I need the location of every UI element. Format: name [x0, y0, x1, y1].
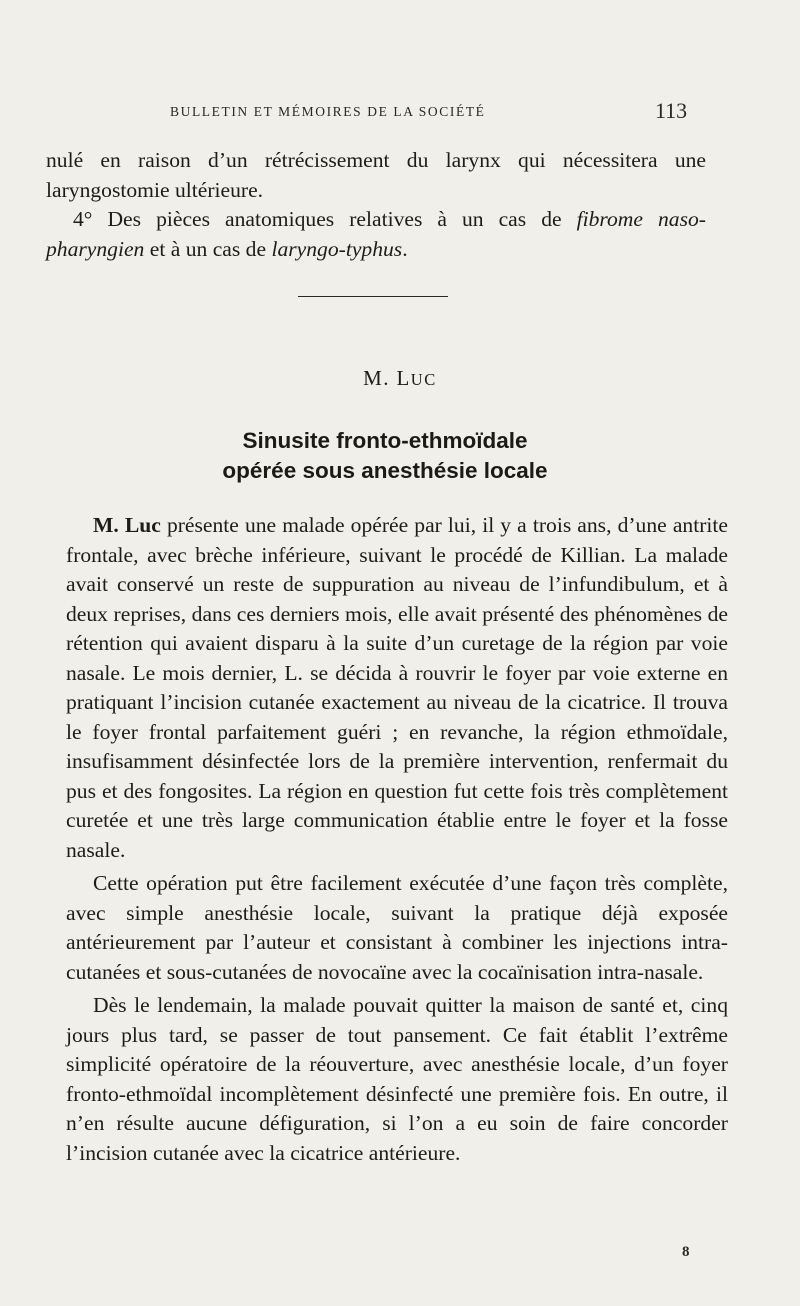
page-number: 113	[655, 98, 688, 123]
author-prefix: M. L	[363, 366, 411, 390]
item-4-middle: et à un cas de	[144, 236, 272, 261]
running-header: BULLETIN ET MÉMOIRES DE LA SOCIÉTÉ	[170, 104, 486, 119]
author-smallcaps: UC	[410, 370, 437, 389]
title-line-2: opérée sous anesthésie locale	[222, 458, 548, 483]
continuation-text	[46, 146, 706, 264]
item-4-italic-laryngo: laryngo-typhus	[271, 236, 403, 261]
item-4-italic-fibrome: fibrome naso-pharyngien	[46, 207, 706, 261]
paragraph-2: Cette opération put être facilement exécutée d’une façon très complète, avec simple anesthésie locale, suivant la pratique déjà exposée antérieurement par l’auteur et consistant à combiner les injections intra-cutanées et sous-cutanées de novocaïne avec la cocaïnisation intra-nasale.	[66, 871, 728, 984]
item-4-end: .	[402, 236, 408, 261]
item-4-prefix: 4° Des pièces anatomiques relatives à un cas de	[73, 207, 577, 231]
paragraph-1-text: présente une malade opérée par lui, il y a trois ans, d’une antrite frontale, avec brèche inférieure, suivant le procédé de Killian. La malade avait conservé un reste de suppuration au niveau de l’infundibulum, et à deux reprises, dans ces derniers mois, elle avait présenté des phénomènes de rétention qui avaient disparu à la suite d’un curetage de la région par voie nasale. Le mois dernier, L. se décida à rouvrir le foyer par voie externe en pratiquant l’incision cutanée exactement au niveau de la cicatrice. Il trouva le foyer frontal parfaitement guéri ; en revanche, la région ethmoïdale, insufisamment désinfectée lors de la première intervention, renfermait du pus et des fongosites. La région en question fut cette fois très complètement curetée et une très large communication établie entre le foyer et la fosse nasale.	[66, 513, 728, 862]
item-4-paragraph	[46, 205, 706, 264]
paragraph-1	[66, 511, 728, 865]
paragraph-3: Dès le lendemain, la malade pouvait quitter la maison de santé et, cinq jours plus tard, se passer de tout pansement. Ce fait établit l’extrême simplicité opératoire de la réouverture, avec anesthésie locale, d’un foyer fronto-ethmoïdal incomplètement désinfecté une première fois. En outre, il n’en résulte aucune défiguration, si l’on a eu soin de faire concorder l’incision cutanée avec la cicatrice antérieure.	[66, 993, 728, 1165]
paragraph-1-lead: M. Luc	[93, 513, 161, 537]
title-line-1: Sinusite fronto-ethmoïdale	[242, 428, 528, 453]
article-body	[66, 511, 728, 1168]
section-title	[0, 426, 770, 486]
section-author	[0, 366, 800, 391]
continuation-paragraph: nulé en raison d’un rétrécissement du larynx qui nécessitera une laryngostomie ultérieure.	[46, 148, 706, 202]
signature-mark: 8	[682, 1244, 690, 1260]
section-divider	[298, 296, 448, 297]
